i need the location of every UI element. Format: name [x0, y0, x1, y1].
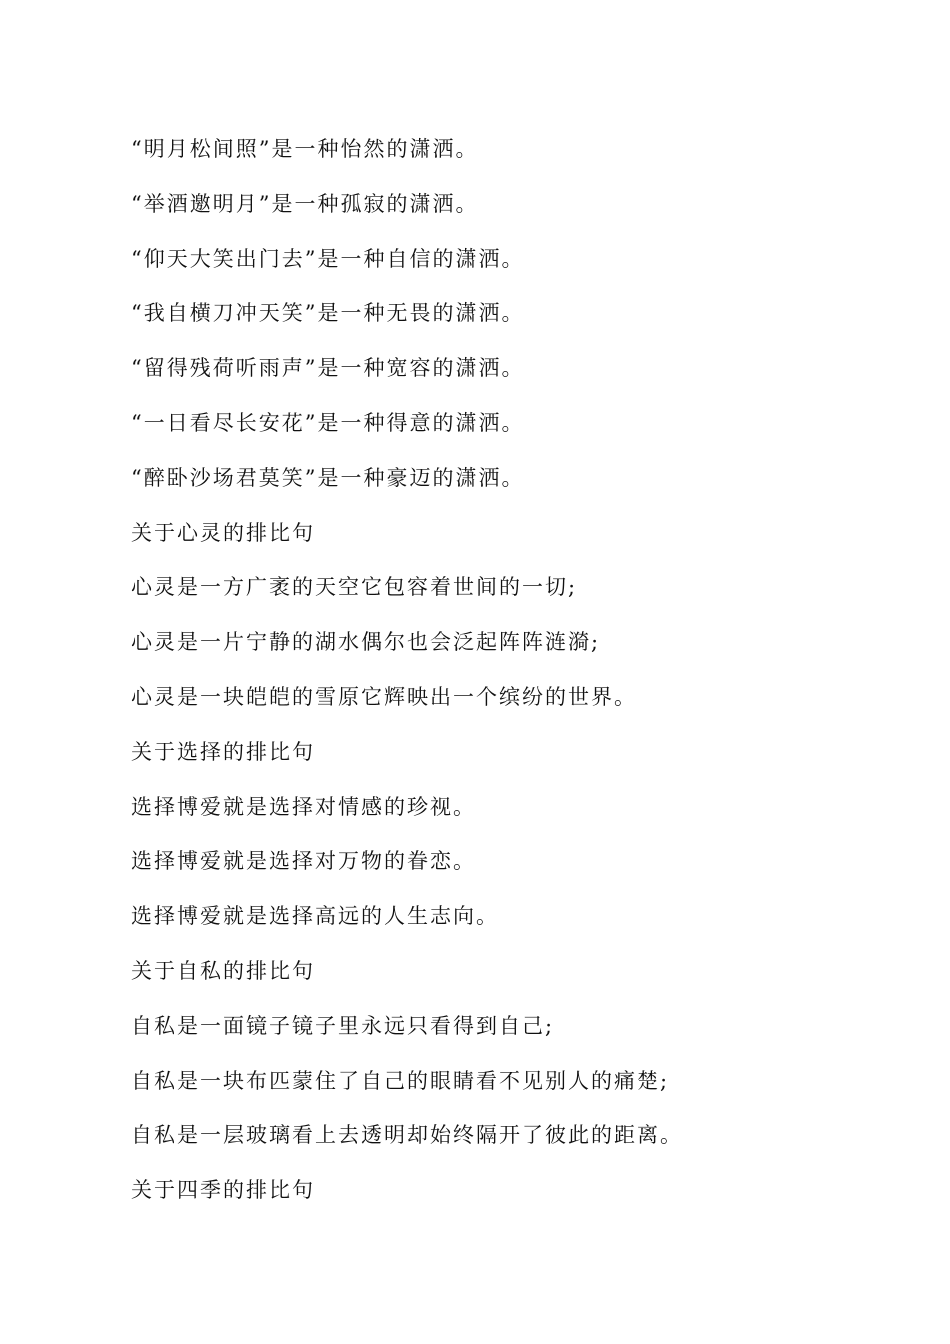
text-line: “仰天大笑出门去”是一种自信的潇洒。 — [131, 246, 525, 271]
text-line: “一日看尽长安花”是一种得意的潇洒。 — [131, 410, 525, 435]
section-heading: 关于自私的排比句 — [131, 958, 315, 983]
text-line: 心灵是一片宁静的湖水偶尔也会泛起阵阵涟漪; — [131, 630, 601, 655]
text-line: “醉卧沙场君莫笑”是一种豪迈的潇洒。 — [131, 465, 525, 490]
text-line: 自私是一层玻璃看上去透明却始终隔开了彼此的距离。 — [131, 1123, 683, 1148]
text-line: “我自横刀冲天笑”是一种无畏的潇洒。 — [131, 301, 525, 326]
text-line: 选择博爱就是选择高远的人生志向。 — [131, 904, 499, 929]
document-body — [131, 134, 891, 1230]
section-heading: 关于四季的排比句 — [131, 1178, 315, 1203]
text-line: 心灵是一方广袤的天空它包容着世间的一切; — [131, 575, 578, 600]
section-heading: 关于选择的排比句 — [131, 739, 315, 764]
text-line: “举酒邀明月”是一种孤寂的潇洒。 — [131, 191, 479, 216]
text-line: 选择博爱就是选择对情感的珍视。 — [131, 794, 476, 819]
text-line: 心灵是一块皑皑的雪原它辉映出一个缤纷的世界。 — [131, 684, 637, 709]
text-line: 自私是一面镜子镜子里永远只看得到自己; — [131, 1013, 555, 1038]
text-line: “明月松间照”是一种怡然的潇洒。 — [131, 137, 479, 161]
text-line: “留得残荷听雨声”是一种宽容的潇洒。 — [131, 356, 525, 381]
text-line: 自私是一块布匹蒙住了自己的眼睛看不见别人的痛楚; — [131, 1068, 670, 1093]
section-heading: 关于心灵的排比句 — [131, 520, 315, 545]
text-line: 选择博爱就是选择对万物的眷恋。 — [131, 849, 476, 874]
